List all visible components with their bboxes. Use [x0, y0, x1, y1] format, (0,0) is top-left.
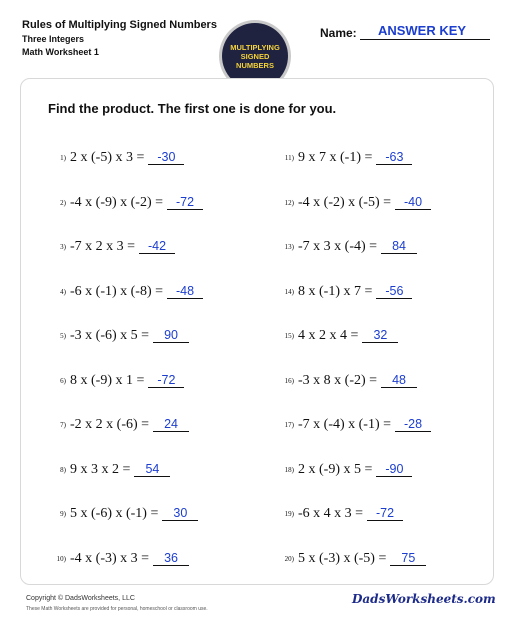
problem-item — [52, 506, 198, 522]
problem-item — [280, 328, 398, 344]
problem-number: 16) — [284, 376, 294, 385]
problem-item — [52, 284, 203, 300]
problem-expression: -2 x 2 x (-6) = — [70, 417, 150, 432]
problem-answer: 48 — [381, 373, 417, 388]
problem-number: 3) — [60, 243, 66, 251]
problem-number: 18) — [284, 465, 294, 474]
problem-number: 20) — [284, 554, 294, 563]
problem-number: 7) — [60, 421, 66, 429]
name-line — [360, 39, 490, 40]
problem-number: 10) — [56, 554, 66, 563]
problem-answer: -56 — [376, 284, 412, 299]
problem-answer: -42 — [139, 239, 175, 254]
badge-line-1: MULTIPLYING — [230, 42, 280, 52]
problem-number: 14) — [284, 287, 294, 296]
footer-note: These Math Worksheets are provided for personal, homeschool or classroom use. — [26, 606, 208, 612]
problem-expression: 9 x 3 x 2 = — [70, 461, 131, 477]
name-label: Name: — [320, 26, 357, 40]
worksheet-title: Rules of Multiplying Signed Numbers — [22, 19, 217, 31]
problem-number: 17) — [284, 421, 294, 429]
problem-answer: -90 — [376, 462, 412, 477]
problem-expression: 5 x (-3) x (-5) = — [298, 550, 387, 566]
problem-item — [280, 284, 412, 300]
worksheet-number: Math Worksheet 1 — [22, 47, 99, 57]
problem-number: 2) — [60, 198, 66, 207]
problem-item — [280, 506, 403, 522]
problem-expression: 5 x (-6) x (-1) = — [70, 506, 159, 521]
problem-expression: 9 x 7 x (-1) = — [298, 150, 373, 165]
problem-answer: 90 — [153, 328, 189, 343]
problem-expression: -7 x (-4) x (-1) = — [298, 417, 392, 432]
answer-key-label: ANSWER KEY — [377, 23, 467, 38]
problem-expression: 8 x (-1) x 7 = — [298, 283, 373, 299]
problem-answer: 84 — [381, 239, 417, 254]
problem-answer: 24 — [153, 417, 189, 432]
problem-item — [280, 150, 412, 166]
problem-answer: 36 — [153, 551, 189, 566]
problem-item — [52, 150, 184, 166]
problem-answer: 30 — [162, 506, 198, 521]
problem-number: 4) — [60, 287, 66, 296]
problem-answer: -63 — [376, 150, 412, 165]
problem-expression: -4 x (-3) x 3 = — [70, 550, 150, 566]
problem-item — [280, 551, 426, 567]
problem-expression: -3 x 8 x (-2) = — [298, 372, 378, 388]
badge-line-3: NUMBERS — [236, 60, 274, 70]
problem-number: 6) — [60, 376, 66, 385]
problem-number: 19) — [284, 510, 294, 518]
problem-answer: -30 — [148, 150, 184, 165]
instructions: Find the product. The first one is done for you. — [48, 101, 337, 116]
problem-item — [280, 462, 412, 478]
problem-answer: -28 — [395, 417, 431, 432]
problem-expression: -6 x (-1) x (-8) = — [70, 283, 164, 299]
worksheet-subtitle: Three Integers — [22, 34, 85, 44]
problem-expression: 2 x (-5) x 3 = — [70, 150, 145, 165]
problem-number: 1) — [60, 154, 66, 162]
problem-item — [52, 195, 203, 211]
problem-item — [52, 239, 175, 255]
problem-number: 5) — [60, 332, 66, 340]
problem-expression: -7 x 3 x (-4) = — [298, 239, 378, 254]
problem-item — [280, 417, 431, 433]
problem-number: 8) — [60, 465, 66, 474]
problem-expression: -4 x (-2) x (-5) = — [298, 194, 392, 210]
problem-answer: -72 — [148, 373, 184, 388]
problem-number: 12) — [284, 198, 294, 207]
problem-expression: 2 x (-9) x 5 = — [298, 461, 373, 477]
problem-answer: 75 — [390, 551, 426, 566]
brand-logo: DadsWorksheets.com — [352, 592, 496, 606]
problem-answer: -72 — [167, 195, 203, 210]
problem-expression: 8 x (-9) x 1 = — [70, 372, 145, 388]
problem-item — [280, 195, 431, 211]
problem-answer: 54 — [134, 462, 170, 477]
problem-expression: -3 x (-6) x 5 = — [70, 328, 150, 343]
problem-answer: -40 — [395, 195, 431, 210]
problem-item — [52, 417, 189, 433]
problem-number: 11) — [284, 154, 294, 162]
problem-item — [280, 373, 417, 389]
problem-item — [52, 462, 170, 478]
problem-expression: -6 x 4 x 3 = — [298, 506, 364, 521]
problem-number: 15) — [284, 332, 294, 340]
badge-line-2: SIGNED — [240, 51, 270, 61]
problem-item — [52, 328, 189, 344]
footer-copyright: Copyright © DadsWorksheets, LLC — [26, 595, 135, 602]
problem-answer: -72 — [367, 506, 403, 521]
problem-answer: 32 — [362, 328, 398, 343]
problem-number: 13) — [284, 243, 294, 251]
problem-expression: -7 x 2 x 3 = — [70, 239, 136, 254]
problem-expression: -4 x (-9) x (-2) = — [70, 194, 164, 210]
problem-number: 9) — [60, 510, 66, 518]
problem-item — [280, 239, 417, 255]
problem-item — [52, 373, 184, 389]
problem-item — [52, 551, 189, 567]
problem-expression: 4 x 2 x 4 = — [298, 328, 359, 343]
problem-answer: -48 — [167, 284, 203, 299]
